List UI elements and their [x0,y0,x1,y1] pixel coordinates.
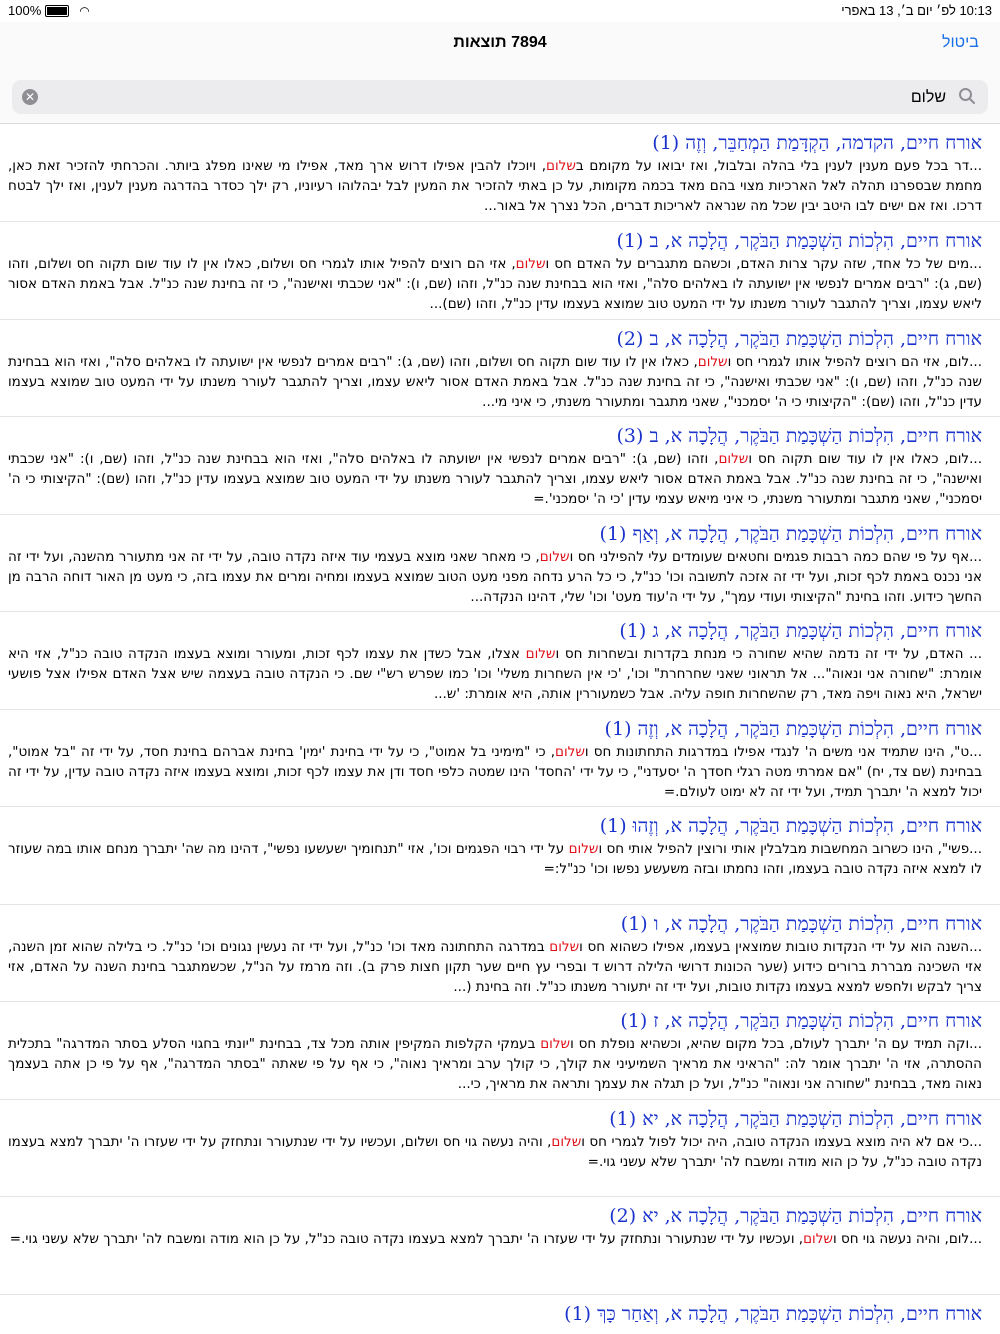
search-bar [12,80,988,114]
results-list [0,124,1000,1334]
snippet-highlight: שלום [525,646,556,662]
snippet-after: , כי מאחר שאני מוצא בעצמי עוד איזה נקדה טובה, על ידי זה אני מתעורר מהשנה, ועל ידי זה אני נכנס באמת לכף זכות, ועל ידי זה אזכה לתשובה וכו' כנ"ל, כי כל הרע נדחה מפני מעט הטוב שמוצא בעצמו ומחיה ומרים את עצמו בזה, כי מעט מן האור דוחה הרבה מן החשך כידוע. וזהו בחינת "הקיצותי ועודי עמך", על ידי ה'עוד מעט' וכו' שלי, דהינו הנקדה... [8,548,982,605]
snippet-before: ...דר בכל פעם מענין לענין בלי בהלה ובלבול, ואז יבואו על מקומם ב [575,158,982,174]
snippet-before: ...השנה הוא על ידי הנקדות טובות שמוצאין בעצמו, אפילו כשהוא חס ו [579,938,982,955]
result-snippet [8,547,982,607]
cancel-button[interactable]: ביטול [942,34,979,51]
snippet-before: ...אף על פי שהם כמה רבבות פגמים וחטאים שעומדים עלי להפילני חס ו [569,548,982,565]
result-title: אורח חיים, הִלְכוֹת הַשְׁכָּמַת הַבֹּקֶר, הֲלָכָה א, ז (1) [620,1010,982,1032]
result-snippet [8,449,982,509]
result-item[interactable] [0,222,1000,320]
result-title: אורח חיים, הִלְכוֹת הַשְׁכָּמַת הַבֹּקֶר, הֲלָכָה א, וְזֶה (1) [604,717,982,740]
result-snippet [8,156,982,216]
clear-search-icon[interactable]: ✕ [22,89,38,105]
result-snippet [8,1034,982,1094]
snippet-highlight: שלום [803,1231,833,1247]
result-item[interactable] [0,612,1000,710]
search-input[interactable] [64,80,948,116]
snippet-highlight: שלום [549,938,580,955]
result-item[interactable] [0,417,1000,515]
snippet-highlight: שלום [697,353,728,370]
snippet-highlight: שלום [718,451,749,467]
snippet-after: אצלו, אבל כשדן את עצמו לכף זכות, ומעורר ומוצא בעצמו הנקדה טובה כנ"ל, אזי היא אומרת: "שחורה אני ונאוה"... אל תראוני שאני שחרחרת" וכו', 'כי אין השחרות משלי' וכו' כמו שפרש רש"י שם. כי הנקדה טובה בעצמה שיש אצל האדם אפילו אצל פושעי ישראל, היא נאוה ויפה מאד, רק שהשחרות חופה עליה. אבל כשמעוררין אותה, היא אומרת: 'ש... [8,646,982,702]
snippet-after: בעמקי הקלפות המקיפין אותה מכל צד, בבחינת "יונתי בחגוי הסלע בסתר המדרגה" בתכלית ההסתרה, אזי ה' יתברך אומר לה: "הראיני את מראיך השמיעיני את קולך, כי קולך ערב ומראיך נאוה", כי אף על פי שאתה "בסתר המדרגה", אף על פי כן אתה בעצמך נאוה מאד, בבחינת "שחורה אני ונאוה" כנ"ל, ועל כן תגלה את עצמך ותראה את מראיך, כי... [8,1036,982,1092]
result-snippet [8,1229,982,1289]
result-title: אורח חיים, הִלְכוֹת הַשְׁכָּמַת הַבֹּקֶר, הֲלָכָה א, יא (2) [609,1205,982,1227]
status-date: יום ב׳, 13 באפרי [841,3,933,18]
snippet-after: , כי "מימיני בל אמוט", כי על ידי בחינת 'ימין' בחינת אברהם בחינת חסד, על ידי זה "בל אמוט", בבחינת (שם צד, יח) "אם אמרתי מטה רגלי חסדך ה' יסעדני", כי על ידי 'החסד' הינו שמטה כלפי חסד ודן את עצמו לכף זכות, ומוצא בעצמו איזה נקדה טובה עדין, על ידי זה יכול למצא ה' יתברך תמיד, ועל ידי זה לא ימוט לעולם.= [8,743,982,800]
result-item[interactable] [0,710,1000,808]
snippet-highlight: שלום [551,1133,582,1150]
result-item[interactable] [0,320,1000,418]
snippet-highlight: שלום [539,548,570,565]
snippet-before: ...וקה תמיד עם ה' יתברך לעולם, בכל מקום שהיא, וכשהיא נופלת חס ו [570,1036,982,1052]
snippet-after: , וזהו (שם, ג): "רבים אמרים לנפשי אין ישועתה לו באלהים סלה", ואזי הוא בבחינת שנה כנ"ל, וזהו (שם, ו): "אני שכבתי ואישנה", כי זה בחינת שנה כנ"ל. אבל באמת האדם אסור ליאש עצמו, וצריך להתגבר לעורר משנתו על ידי המעט טוב שמוצא בעצמו עדין כנ"ל, וזהו (שם): "הקיצותי כי ה' יסמכני", שאני מתגבר ומתעורר משנתי, כי איני מיאש עצמי עדין 'כי ה' יסמכני'.= [8,451,982,507]
snippet-after: , ועכשיו על ידי שנתעורר ונתחזק על ידי שעזרו ה' יתברך למצא בעצמו נקדה טובה כנ"ל, על כן הוא מודה ומשבח לה' יתברך שלא עשני גוי.= [9,1231,804,1247]
result-title: אורח חיים, הִלְכוֹת הַשְׁכָּמַת הַבֹּקֶר, הֲלָכָה א, ג (1) [619,620,982,642]
battery-percent: 100% [8,3,42,18]
result-title: אורח חיים, הִלְכוֹת הַשְׁכָּמַת הַבֹּקֶר, הֲלָכָה א, וְאַף (1) [599,522,982,545]
result-item[interactable] [0,1197,1000,1295]
result-item[interactable] [0,1295,1000,1334]
search-icon [958,87,976,105]
result-snippet [8,839,982,899]
status-right [841,3,992,18]
result-snippet [8,644,982,704]
result-title: אורח חיים, הִלְכוֹת הַשְׁכָּמַת הַבֹּקֶר, הֲלָכָה א, ב (1) [616,230,982,252]
snippet-after: , אזי הם רוצים להפיל אותו לגמרי חס ושלום, כאלו אין לו עוד שום תקוה חס ושלום, וזהו (שם, ג): "רבים אמרים לנפשי אין ישועתה לו באלהים סלה", ואזי הוא בבחינת שנה כנ"ל, וזהו (שם, ו): "אני שכבתי ואישנה", כי זה בחינת שנה כנ"ל. אבל באמת האדם אסור ליאש עצמו, וצריך להתגבר לעורר משנתו על ידי המעט טוב שמוצא בעצמו עדין כנ"ל, וזהו (שם)... [8,256,982,312]
result-title: אורח חיים, הִלְכוֹת הַשְׁכָּמַת הַבֹּקֶר, הֲלָכָה א, ב (3) [616,425,982,447]
snippet-before: ...לום, אזי הם רוצים להפיל אותו לגמרי חס ו [727,353,982,370]
result-title: אורח חיים, הִלְכוֹת הַשְׁכָּמַת הַבֹּקֶר, הֲלָכָה א, יא (1) [609,1107,982,1130]
snippet-before: ...לום, כאלו אין לו עוד שום תקוה חס ו [748,451,982,467]
snippet-after: במדרגה התחתונה מאד וכו' כנ"ל, ועל ידי זה נעשין נגונים וכו' כנ"ל. כי בלילה שהוא זמן השנה, אזי השכינה מבררת ברורים כידוע (שער הכונות דרושי הלילה דרוש ד ובפרי עץ חיים שער תקון חצות פרק ב). וזה מרמז על הנ"ל, שכשמתגבר בחינת השנה על האדם, אזי צריך לבקש ולחפש למצא בעצמו נקדות טובות, ועל ידי זה יתעורר משנתו כנ"ל. וזה בחינת (... [8,938,982,995]
snippet-before: ...ט", הינו שתמיד אני משים ה' לנגדי אפילו במדרגות התחתונות חס ו [584,743,982,760]
battery-icon [45,5,69,17]
result-title: אורח חיים, הִלְכוֹת הַשְׁכָּמַת הַבֹּקֶר, הֲלָכָה א, וְאַחַר כָּךְ (1) [564,1302,982,1325]
result-snippet [8,742,982,802]
result-title: אורח חיים, הִלְכוֹת הַשְׁכָּמַת הַבֹּקֶר, הֲלָכָה א, וְזֶהוּ (1) [599,815,982,837]
result-snippet [8,1132,982,1192]
snippet-before: ...מים של כל אחד, שזה עקר צרות האדם, וכשהם מתגברים על האדם חס ו [545,256,982,272]
search-area [0,68,1000,124]
snippet-highlight: שלום [546,158,576,174]
result-title: אורח חיים, הקדמה, הַקְדָּמַת הַמְחַבֵּר, וְזֶה (1) [652,132,982,154]
status-time: 10:13 לפ׳ [936,3,992,18]
snippet-after: , ויוכלו להבין אפילו דרוש ארך מאד, אפילו מי שאינו מפלג ביותר. והכרחתי להזכיר זאת כאן, מחמת שבספרנו תהלה לאל הארכיות מצוי בהם מאד בכמה מקומות, על כן באתי להזכיר את המעין לבל יבהלוהו רעיוניו, רק ילך כסדר בהדרגה מענין לענין, ואז ילך לבטח דרכו. ואז אם ישים לבו היטב יבין שכל מה שנראה לאריכות דברים, הכל נצרך אל באור... [8,158,982,214]
snippet-before: ...פשי", הינו כשרוב המחשבות מבלבלין אותי ורוצין להפיל אותי חס ו [598,841,982,857]
result-title: אורח חיים, הִלְכוֹת הַשְׁכָּמַת הַבֹּקֶר, הֲלָכָה א, ב (2) [616,327,982,350]
result-snippet [8,352,982,412]
result-item[interactable] [0,1100,1000,1198]
snippet-after: , כאלו אין לו עוד שום תקוה חס ושלום, וזהו (שם, ג): "רבים אמרים לנפשי אין ישועתה לו באלהים סלה", ואזי הוא בבחינת שנה כנ"ל, וזהו (שם, ו): "אני שכבתי ואישנה", כי זה בחינת שנה כנ"ל. אבל באמת האדם אסור ליאש עצמו, וצריך להתגבר לעורר משנתו על ידי המעט טוב שמוצא בעצמו עדין כנ"ל, וזהו (שם): "הקיצותי כי ה' יסמכני", שאני מתגבר ומתעורר משנתי, כי איני מי... [8,353,982,410]
snippet-after: על ידי רבוי הפגמים וכו', אזי "תנחומיך ישעשעו נפשי", דהינו מה שה' יתברך מנחם אותו במה שעוזר לו למצא איזה נקדה טובה בעצמו, וזהו נחמתו ובזה משעשע נפשו וכו' כנ"ל:= [8,841,982,877]
snippet-before: ...לום, והיה נעשה גוי חס ו [832,1231,982,1247]
snippet-before: ...כי אם לא היה מוצא בעצמו הנקדה טובה, היה יכול לפול לגמרי חס ו [581,1133,982,1150]
result-item[interactable] [0,905,1000,1003]
status-bar [0,0,1000,22]
snippet-after: , והיה נעשה גוי חס ושלום, ועכשיו על ידי שנתעורר ונתחזק על ידי שעזרו ה' יתברך למצא בעצמו נקדה טובה כנ"ל, על כן הוא מודה ומשבח לה' יתברך שלא עשני גוי.= [8,1133,982,1170]
result-item[interactable] [0,515,1000,613]
navigation-bar [0,22,1000,69]
result-snippet [8,937,982,997]
result-item[interactable] [0,807,1000,905]
result-snippet [8,254,982,314]
snippet-highlight: שלום [555,743,585,760]
snippet-highlight: שלום [568,841,599,857]
wifi-icon: ◠ [79,3,90,18]
result-snippet [8,1327,982,1334]
snippet-highlight: שלום [515,256,546,272]
result-item[interactable] [0,1002,1000,1100]
snippet-highlight: שלום [540,1036,571,1052]
snippet-before: ... האדם, על ידי זה נדמה שהיא שחורה כי מנחת בקדרות ובשחרות חס ו [555,646,982,662]
page-title: 7894 תוצאות [453,34,547,51]
status-left [8,3,90,18]
result-item[interactable] [0,124,1000,222]
result-title: אורח חיים, הִלְכוֹת הַשְׁכָּמַת הַבֹּקֶר, הֲלָכָה א, ו (1) [620,912,982,935]
